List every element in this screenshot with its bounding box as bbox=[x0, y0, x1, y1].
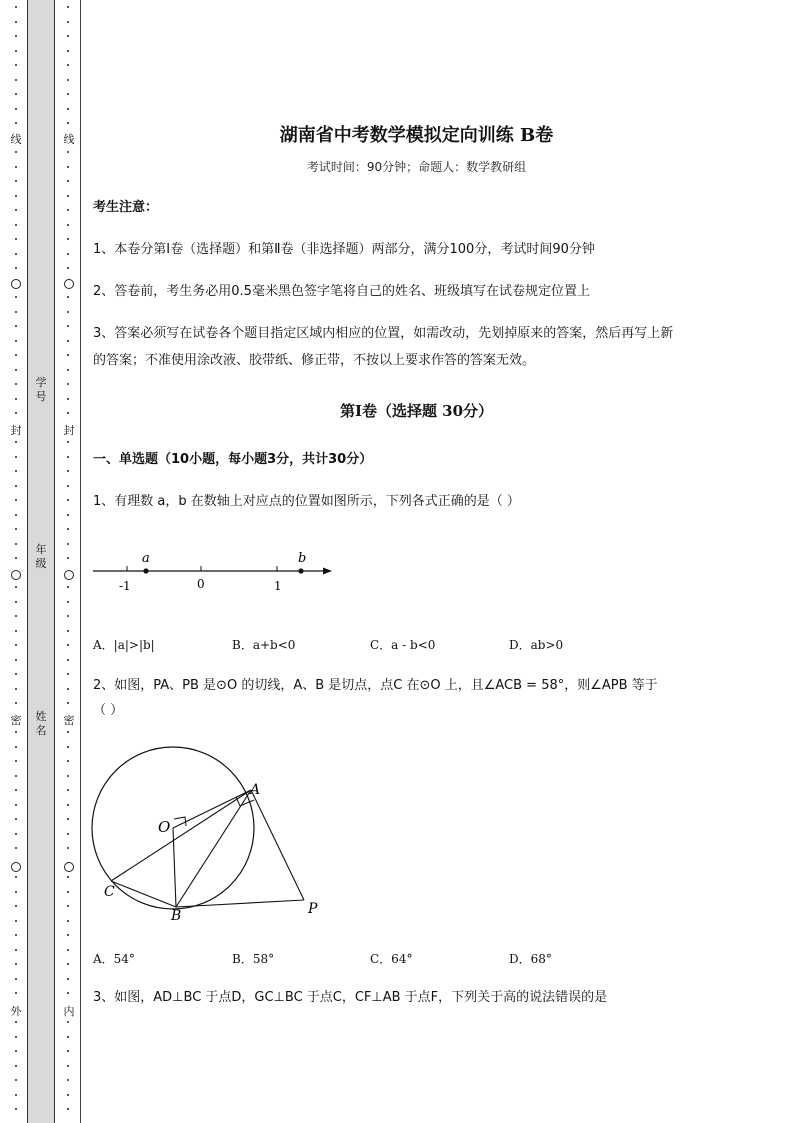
binding-dot bbox=[67, 543, 69, 545]
binding-dot bbox=[67, 528, 69, 530]
point-b-label: b bbox=[298, 551, 307, 566]
binding-dot bbox=[67, 804, 69, 806]
field-label-name: 姓名 bbox=[35, 710, 47, 737]
binding-dot bbox=[67, 688, 69, 690]
exam-title: 湖南省中考数学模拟定向训练 B卷 bbox=[279, 125, 554, 146]
binding-dot bbox=[15, 441, 17, 443]
binding-dot bbox=[15, 6, 17, 8]
binding-dot bbox=[67, 1108, 69, 1110]
binding-dot bbox=[15, 180, 17, 182]
binding-dot bbox=[67, 151, 69, 153]
label-B: B bbox=[171, 908, 182, 920]
binding-dot bbox=[67, 775, 69, 777]
binding-dot bbox=[67, 630, 69, 632]
binding-dot bbox=[15, 934, 17, 936]
binding-dot bbox=[67, 311, 69, 313]
binding-dot bbox=[67, 601, 69, 603]
binding-dot bbox=[15, 1021, 17, 1023]
binding-dot bbox=[15, 122, 17, 124]
question-2-stem-continued: （ ） bbox=[93, 703, 124, 718]
seal-label-secret-outer: 密 bbox=[10, 714, 22, 727]
binding-margin bbox=[0, 0, 82, 1123]
binding-dot bbox=[67, 659, 69, 661]
notice-heading: 考生注意： bbox=[93, 200, 159, 215]
binding-dot bbox=[67, 50, 69, 52]
binding-dot bbox=[15, 340, 17, 342]
binding-dot bbox=[15, 818, 17, 820]
binding-dot bbox=[15, 238, 17, 240]
part-title: 第Ⅰ卷（选择题 30分） bbox=[339, 402, 494, 420]
binding-dot bbox=[15, 64, 17, 66]
q1-option-d: D．ab>0 bbox=[509, 638, 564, 652]
question-1-stem: 1、有理数 a，b 在数轴上对应点的位置如图所示，下列各式正确的是（ ） bbox=[93, 494, 520, 509]
q2-option-d: D．68° bbox=[509, 952, 552, 966]
binding-dot bbox=[15, 1036, 17, 1038]
binding-dot bbox=[67, 586, 69, 588]
binding-dot bbox=[67, 456, 69, 458]
binding-dot bbox=[15, 905, 17, 907]
binding-dot bbox=[15, 659, 17, 661]
binding-dot bbox=[67, 891, 69, 893]
binding-dot bbox=[67, 746, 69, 748]
binding-dot bbox=[15, 673, 17, 675]
binding-dot bbox=[15, 731, 17, 733]
binding-dot bbox=[67, 760, 69, 762]
binding-dot bbox=[67, 209, 69, 211]
tick-label: 0 bbox=[197, 577, 205, 591]
binding-dot bbox=[67, 514, 69, 516]
notice-item: 3、答案必须写在试卷各个题目指定区域内相应的位置，如需改动，先划掉原来的答案，然后再写上新 bbox=[93, 326, 674, 341]
binding-dot bbox=[67, 79, 69, 81]
binding-dot bbox=[67, 93, 69, 95]
binding-dot bbox=[15, 354, 17, 356]
binding-dot bbox=[15, 108, 17, 110]
binding-dot bbox=[67, 1036, 69, 1038]
binding-dot bbox=[15, 1094, 17, 1096]
binding-dot bbox=[67, 369, 69, 371]
binding-dot bbox=[67, 354, 69, 356]
notice-item: 1、本卷分第Ⅰ卷（选择题）和第Ⅱ卷（非选择题）两部分，满分100分，考试时间90分钟 bbox=[93, 242, 595, 257]
circle-tangent-figure bbox=[88, 740, 328, 920]
binding-dot bbox=[67, 992, 69, 994]
binding-dot bbox=[15, 267, 17, 269]
binding-dot bbox=[67, 615, 69, 617]
binding-dot bbox=[15, 398, 17, 400]
binding-dot bbox=[15, 557, 17, 559]
binding-dot bbox=[15, 1079, 17, 1081]
q2-option-a: A．54° bbox=[93, 952, 135, 966]
binding-dot bbox=[15, 775, 17, 777]
binding-dot bbox=[15, 992, 17, 994]
binding-dot bbox=[67, 557, 69, 559]
binding-dot bbox=[15, 949, 17, 951]
binding-dot bbox=[67, 340, 69, 342]
label-A: A bbox=[250, 782, 261, 798]
binding-dot bbox=[67, 21, 69, 23]
binding-dot bbox=[15, 209, 17, 211]
binding-dot bbox=[15, 369, 17, 371]
binding-dot bbox=[67, 673, 69, 675]
binding-dot bbox=[67, 847, 69, 849]
binding-dot bbox=[67, 108, 69, 110]
binding-dot bbox=[67, 934, 69, 936]
binding-dot bbox=[15, 746, 17, 748]
field-label-grade: 年级 bbox=[35, 543, 47, 570]
binding-dot bbox=[67, 267, 69, 269]
inner-dot-line bbox=[63, 0, 75, 1123]
binding-dot bbox=[67, 1094, 69, 1096]
binding-dot bbox=[67, 1021, 69, 1023]
binding-dot bbox=[67, 499, 69, 501]
binding-dot bbox=[15, 383, 17, 385]
binding-dot bbox=[15, 543, 17, 545]
binding-dot bbox=[67, 702, 69, 704]
binding-dot bbox=[15, 296, 17, 298]
binding-dot bbox=[67, 1079, 69, 1081]
binding-dot bbox=[67, 35, 69, 37]
binding-dot bbox=[67, 1050, 69, 1052]
notice-item: 2、答卷前，考生务必用0.5毫米黑色签字笔将自己的姓名、班级填写在试卷规定位置上 bbox=[93, 284, 590, 299]
binding-dot bbox=[15, 804, 17, 806]
binding-dot bbox=[67, 253, 69, 255]
binding-dot bbox=[15, 253, 17, 255]
binding-dot bbox=[67, 920, 69, 922]
binding-dot bbox=[15, 514, 17, 516]
binding-dot bbox=[67, 644, 69, 646]
tick-label: 1 bbox=[274, 579, 282, 593]
number-line-figure bbox=[90, 548, 340, 598]
q2-option-c: C．64° bbox=[370, 952, 413, 966]
binding-dot bbox=[67, 949, 69, 951]
q1-option-c: C．a - b<0 bbox=[370, 638, 436, 652]
binding-dot bbox=[15, 876, 17, 878]
binding-dot bbox=[15, 499, 17, 501]
q1-option-a: A．|a|>|b| bbox=[93, 638, 155, 652]
punch-circle bbox=[11, 279, 21, 289]
binding-dot bbox=[15, 456, 17, 458]
binding-dot bbox=[67, 180, 69, 182]
binding-dot bbox=[67, 64, 69, 66]
binding-dot bbox=[67, 485, 69, 487]
question-3-stem: 3、如图，AD⊥BC 于点D，GC⊥BC 于点C，CF⊥AB 于点F，下列关于高的说法错误的是 bbox=[93, 990, 608, 1005]
seal-label-seal-outer: 封 bbox=[10, 424, 22, 437]
seal-label-line-inner: 线 bbox=[63, 133, 75, 146]
binding-dot bbox=[67, 978, 69, 980]
binding-dot bbox=[67, 166, 69, 168]
binding-dot bbox=[15, 311, 17, 313]
binding-dot bbox=[15, 644, 17, 646]
binding-dot bbox=[15, 21, 17, 23]
label-C: C bbox=[104, 884, 115, 900]
binding-dot bbox=[67, 195, 69, 197]
binding-dot bbox=[15, 35, 17, 37]
binding-dot bbox=[15, 978, 17, 980]
binding-dot bbox=[67, 1065, 69, 1067]
seal-label-line-outer: 线 bbox=[10, 133, 22, 146]
binding-dot bbox=[15, 325, 17, 327]
punch-circle bbox=[64, 570, 74, 580]
binding-dot bbox=[67, 789, 69, 791]
binding-dot bbox=[67, 122, 69, 124]
binding-dot bbox=[15, 485, 17, 487]
binding-dot bbox=[15, 702, 17, 704]
q1-option-b: B．a+b<0 bbox=[232, 638, 296, 652]
binding-dot bbox=[15, 760, 17, 762]
binding-dot bbox=[15, 630, 17, 632]
binding-dot bbox=[15, 1065, 17, 1067]
binding-dot bbox=[67, 398, 69, 400]
binding-dot bbox=[15, 93, 17, 95]
binding-dot bbox=[67, 876, 69, 878]
punch-circle bbox=[64, 862, 74, 872]
notice-item-continued: 的答案；不准使用涂改液、胶带纸、修正带，不按以上要求作答的答案无效。 bbox=[93, 353, 536, 368]
binding-dot bbox=[15, 79, 17, 81]
binding-dot bbox=[15, 586, 17, 588]
punch-circle bbox=[11, 862, 21, 872]
punch-circle bbox=[64, 279, 74, 289]
binding-dot bbox=[15, 224, 17, 226]
binding-dot bbox=[15, 50, 17, 52]
binding-dot bbox=[67, 441, 69, 443]
seal-label-secret-inner: 密 bbox=[63, 714, 75, 727]
outer-dot-line bbox=[11, 0, 23, 1123]
seal-label-inside: 内 bbox=[63, 1005, 75, 1018]
binding-dot bbox=[67, 818, 69, 820]
binding-dot bbox=[67, 383, 69, 385]
exam-subtitle: 考试时间：90分钟；命题人：数学教研组 bbox=[306, 160, 527, 174]
binding-dot bbox=[15, 151, 17, 153]
binding-dot bbox=[67, 905, 69, 907]
binding-dot bbox=[15, 688, 17, 690]
binding-dot bbox=[15, 1050, 17, 1052]
section-heading: 一、单选题（10小题，每小题3分，共计30分） bbox=[93, 452, 373, 467]
point-a-label: a bbox=[142, 551, 150, 566]
binding-dot bbox=[15, 920, 17, 922]
tick-label: -1 bbox=[119, 579, 131, 593]
binding-dot bbox=[67, 731, 69, 733]
binding-dot bbox=[67, 224, 69, 226]
label-P: P bbox=[308, 901, 318, 917]
seal-label-seal-inner: 封 bbox=[63, 424, 75, 437]
margin-rule bbox=[80, 0, 81, 1123]
binding-dot bbox=[15, 833, 17, 835]
binding-dot bbox=[15, 166, 17, 168]
binding-dot bbox=[15, 963, 17, 965]
label-O: O bbox=[158, 818, 171, 836]
binding-dot bbox=[15, 601, 17, 603]
binding-dot bbox=[15, 195, 17, 197]
punch-circle bbox=[11, 570, 21, 580]
binding-dot bbox=[15, 412, 17, 414]
binding-dot bbox=[15, 528, 17, 530]
binding-dot bbox=[67, 412, 69, 414]
binding-dot bbox=[67, 963, 69, 965]
binding-dot bbox=[67, 6, 69, 8]
binding-dot bbox=[67, 833, 69, 835]
binding-dot bbox=[67, 296, 69, 298]
binding-dot bbox=[15, 789, 17, 791]
binding-dot bbox=[15, 847, 17, 849]
q2-option-b: B．58° bbox=[232, 952, 275, 966]
binding-dot bbox=[15, 470, 17, 472]
question-2-stem: 2、如图，PA、PB 是⊙O 的切线，A、B 是切点，点C 在⊙O 上，且∠ACB = 58°，则∠APB 等于 bbox=[93, 678, 658, 693]
binding-dot bbox=[67, 325, 69, 327]
binding-dot bbox=[15, 891, 17, 893]
binding-dot bbox=[15, 615, 17, 617]
binding-dot bbox=[15, 1108, 17, 1110]
binding-dot bbox=[67, 470, 69, 472]
seal-label-outside: 外 bbox=[10, 1005, 22, 1018]
field-label-student-id: 学号 bbox=[35, 376, 47, 403]
binding-dot bbox=[67, 238, 69, 240]
